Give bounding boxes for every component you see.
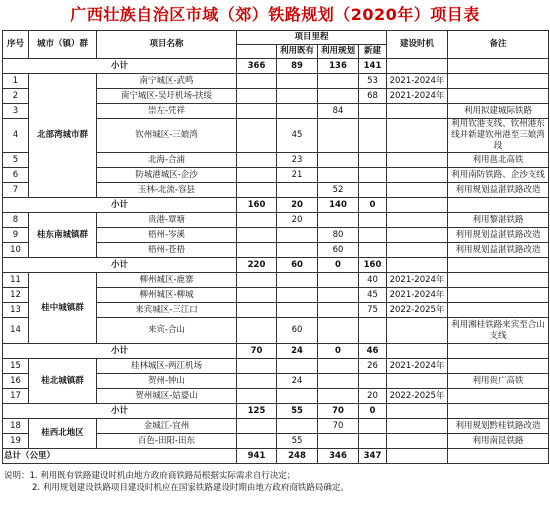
row-seq: 1 — [3, 74, 29, 89]
row-seq: 6 — [3, 168, 29, 183]
grand-total-remark — [448, 449, 549, 464]
row-seq: 2 — [3, 89, 29, 104]
subtotal-label: 小计 — [3, 258, 237, 273]
row-new: 75 — [359, 303, 387, 318]
header-use-existing: 利用既有 — [277, 45, 318, 59]
project-name: 柳州城区-柳城 — [97, 288, 237, 303]
grand-total-existing: 248 — [277, 449, 318, 464]
header-build-time: 建设时机 — [387, 31, 448, 59]
row-remark: 利用规划益湛铁路改造 — [448, 228, 549, 243]
row-new — [359, 104, 387, 119]
row-new — [359, 168, 387, 183]
subtotal-new: 0 — [359, 404, 387, 419]
row-planned — [318, 374, 359, 389]
row-seq: 17 — [3, 389, 29, 404]
row-total — [237, 303, 277, 318]
row-existing — [277, 359, 318, 374]
row-new — [359, 213, 387, 228]
row-planned — [318, 389, 359, 404]
subtotal-planned: 0 — [318, 258, 359, 273]
table-row — [3, 74, 549, 89]
row-new — [359, 419, 387, 434]
row-seq: 10 — [3, 243, 29, 258]
row-build-time: 2021-2024年 — [387, 359, 448, 374]
row-seq: 18 — [3, 419, 29, 434]
table-row — [3, 213, 549, 228]
header-seq: 序号 — [3, 31, 29, 59]
row-existing — [277, 104, 318, 119]
row-build-time — [387, 318, 448, 344]
row-total — [237, 419, 277, 434]
row-planned — [318, 89, 359, 104]
subtotal-total: 70 — [237, 344, 277, 359]
row-remark: 利用邕北高铁 — [448, 153, 549, 168]
row-remark — [448, 288, 549, 303]
city-group-name: 桂中城镇群 — [29, 273, 97, 344]
project-name: 金城江-宜州 — [97, 419, 237, 434]
subtotal-row — [3, 258, 549, 273]
row-total — [237, 74, 277, 89]
row-build-time — [387, 434, 448, 449]
page-title: 广西壮族自治区市域（郊）铁路规划（2020年）项目表 — [70, 5, 480, 24]
subtotal-total: 220 — [237, 258, 277, 273]
row-remark: 利用黎湛铁路 — [448, 213, 549, 228]
row-seq: 9 — [3, 228, 29, 243]
subtotal-remark — [448, 198, 549, 213]
row-total — [237, 318, 277, 344]
subtotal-time — [387, 404, 448, 419]
row-new: 20 — [359, 389, 387, 404]
row-new: 45 — [359, 288, 387, 303]
header-use-planned: 利用规划 — [318, 45, 359, 59]
row-build-time: 2022-2025年 — [387, 389, 448, 404]
header-remarks: 备注 — [448, 31, 549, 59]
project-name: 玉林-北流-容县 — [97, 183, 237, 198]
row-total — [237, 168, 277, 183]
project-name: 贺州-钟山 — [97, 374, 237, 389]
row-planned — [318, 213, 359, 228]
subtotal-planned: 136 — [318, 59, 359, 74]
row-existing: 20 — [277, 213, 318, 228]
row-remark — [448, 89, 549, 104]
row-total — [237, 389, 277, 404]
row-planned: 84 — [318, 104, 359, 119]
subtotal-remark — [448, 404, 549, 419]
subtotal-existing: 60 — [277, 258, 318, 273]
subtotal-total: 366 — [237, 59, 277, 74]
subtotal-time — [387, 258, 448, 273]
subtotal-total: 160 — [237, 198, 277, 213]
subtotal-new: 0 — [359, 198, 387, 213]
row-existing — [277, 228, 318, 243]
subtotal-existing: 24 — [277, 344, 318, 359]
row-planned — [318, 74, 359, 89]
row-planned: 60 — [318, 243, 359, 258]
row-build-time — [387, 213, 448, 228]
row-total — [237, 213, 277, 228]
row-total — [237, 374, 277, 389]
project-name: 桂林城区-两江机场 — [97, 359, 237, 374]
subtotal-label: 小计 — [3, 344, 237, 359]
row-build-time — [387, 374, 448, 389]
table-row — [3, 419, 549, 434]
project-name: 梧州-苍梧 — [97, 243, 237, 258]
row-build-time — [387, 419, 448, 434]
row-new: 26 — [359, 359, 387, 374]
row-remark: 利用南防铁路、企沙支线 — [448, 168, 549, 183]
row-build-time — [387, 183, 448, 198]
row-remark — [448, 273, 549, 288]
grand-total-time — [387, 449, 448, 464]
project-name: 贺州城区-姑婆山 — [97, 389, 237, 404]
row-seq: 3 — [3, 104, 29, 119]
row-seq: 7 — [3, 183, 29, 198]
row-planned — [318, 318, 359, 344]
row-existing — [277, 419, 318, 434]
row-new — [359, 243, 387, 258]
row-existing — [277, 243, 318, 258]
row-planned — [318, 303, 359, 318]
row-seq: 14 — [3, 318, 29, 344]
header-mileage: 项目里程 — [237, 31, 387, 45]
project-name: 南宁城区-吴圩机场-扶绥 — [97, 89, 237, 104]
row-existing: 21 — [277, 168, 318, 183]
subtotal-remark — [448, 344, 549, 359]
project-name: 钦州城区-三娘湾 — [97, 119, 237, 153]
row-seq: 4 — [3, 119, 29, 153]
row-new — [359, 119, 387, 153]
row-new — [359, 153, 387, 168]
row-remark: 利用钦港支线、钦州港东线并新建钦州港至三娘湾段 — [448, 119, 549, 153]
subtotal-row — [3, 404, 549, 419]
header-total — [237, 45, 277, 59]
row-planned — [318, 359, 359, 374]
row-existing — [277, 74, 318, 89]
row-planned: 52 — [318, 183, 359, 198]
grand-total-label: 总计（公里） — [3, 449, 237, 464]
subtotal-existing: 20 — [277, 198, 318, 213]
city-group-name: 桂西北地区 — [29, 419, 97, 449]
row-seq: 8 — [3, 213, 29, 228]
row-existing: 24 — [277, 374, 318, 389]
project-table — [2, 30, 549, 464]
row-build-time: 2022-2025年 — [387, 303, 448, 318]
grand-total-row — [3, 449, 549, 464]
city-group-name: 桂东南城镇群 — [29, 213, 97, 258]
table-row — [3, 273, 549, 288]
project-name: 南宁城区-武鸣 — [97, 74, 237, 89]
table-row — [3, 359, 549, 374]
row-total — [237, 243, 277, 258]
row-build-time — [387, 243, 448, 258]
row-planned — [318, 153, 359, 168]
row-new — [359, 318, 387, 344]
subtotal-new: 141 — [359, 59, 387, 74]
grand-total-total: 941 — [237, 449, 277, 464]
subtotal-new: 46 — [359, 344, 387, 359]
row-remark — [448, 303, 549, 318]
project-name: 防城港城区-企沙 — [97, 168, 237, 183]
row-total — [237, 434, 277, 449]
row-existing — [277, 183, 318, 198]
row-total — [237, 119, 277, 153]
project-name: 柳州城区-鹿寨 — [97, 273, 237, 288]
row-total — [237, 153, 277, 168]
row-total — [237, 89, 277, 104]
row-remark — [448, 389, 549, 404]
row-new — [359, 228, 387, 243]
row-new — [359, 374, 387, 389]
subtotal-time — [387, 59, 448, 74]
row-remark: 利用贵广高铁 — [448, 374, 549, 389]
row-seq: 13 — [3, 303, 29, 318]
subtotal-row — [3, 198, 549, 213]
header-project-name: 项目名称 — [97, 31, 237, 59]
row-existing — [277, 288, 318, 303]
subtotal-remark — [448, 59, 549, 74]
row-total — [237, 273, 277, 288]
row-existing: 45 — [277, 119, 318, 153]
project-name: 北海-合浦 — [97, 153, 237, 168]
project-name: 来宾城区-三江口 — [97, 303, 237, 318]
grand-total-new: 347 — [359, 449, 387, 464]
subtotal-planned: 70 — [318, 404, 359, 419]
project-name: 崇左-凭祥 — [97, 104, 237, 119]
row-seq: 12 — [3, 288, 29, 303]
row-remark: 利用规划益湛铁路改造 — [448, 183, 549, 198]
subtotal-row — [3, 59, 549, 74]
note-line: 说明：1. 利用既有铁路建设时机由地方政府商铁路局根据实际需求自行决定； — [4, 471, 296, 481]
row-planned — [318, 434, 359, 449]
row-existing — [277, 89, 318, 104]
row-total — [237, 288, 277, 303]
row-total — [237, 228, 277, 243]
row-new: 53 — [359, 74, 387, 89]
row-planned — [318, 119, 359, 153]
row-planned — [318, 168, 359, 183]
row-remark: 利用南昆铁路 — [448, 434, 549, 449]
subtotal-new: 160 — [359, 258, 387, 273]
row-build-time — [387, 153, 448, 168]
row-new: 68 — [359, 89, 387, 104]
row-seq: 19 — [3, 434, 29, 449]
header-city-group: 城市（镇）群 — [29, 31, 97, 59]
subtotal-label: 小计 — [3, 404, 237, 419]
row-build-time — [387, 104, 448, 119]
row-remark: 利用拟建城际铁路 — [448, 104, 549, 119]
row-planned — [318, 273, 359, 288]
row-seq: 5 — [3, 153, 29, 168]
row-existing: 23 — [277, 153, 318, 168]
subtotal-label: 小计 — [3, 59, 237, 74]
row-build-time — [387, 228, 448, 243]
row-total — [237, 104, 277, 119]
city-group-name: 桂北城镇群 — [29, 359, 97, 404]
row-remark: 利用湘桂铁路来宾至合山支线 — [448, 318, 549, 344]
row-remark: 利用规划益湛铁路改造 — [448, 243, 549, 258]
row-build-time — [387, 168, 448, 183]
row-new — [359, 183, 387, 198]
row-planned: 80 — [318, 228, 359, 243]
row-build-time: 2021-2024年 — [387, 273, 448, 288]
header-new-build: 新建 — [359, 45, 387, 59]
subtotal-time — [387, 344, 448, 359]
project-name: 来宾-合山 — [97, 318, 237, 344]
row-remark: 利用规划黔桂铁路改造 — [448, 419, 549, 434]
subtotal-existing: 89 — [277, 59, 318, 74]
subtotal-row — [3, 344, 549, 359]
row-build-time: 2021-2024年 — [387, 288, 448, 303]
row-existing — [277, 303, 318, 318]
subtotal-time — [387, 198, 448, 213]
row-remark — [448, 74, 549, 89]
row-new: 40 — [359, 273, 387, 288]
row-existing — [277, 273, 318, 288]
row-build-time: 2021-2024年 — [387, 74, 448, 89]
row-build-time: 2021-2024年 — [387, 89, 448, 104]
row-seq: 11 — [3, 273, 29, 288]
row-existing: 55 — [277, 434, 318, 449]
row-build-time — [387, 119, 448, 153]
table-body — [3, 59, 549, 464]
project-name: 百色-田阳-田东 — [97, 434, 237, 449]
row-seq: 15 — [3, 359, 29, 374]
row-total — [237, 183, 277, 198]
notes — [4, 470, 550, 494]
project-name: 梧州-岑溪 — [97, 228, 237, 243]
row-seq: 16 — [3, 374, 29, 389]
row-remark — [448, 359, 549, 374]
row-existing — [277, 389, 318, 404]
subtotal-total: 125 — [237, 404, 277, 419]
grand-total-planned: 346 — [318, 449, 359, 464]
subtotal-planned: 140 — [318, 198, 359, 213]
subtotal-remark — [448, 258, 549, 273]
row-planned — [318, 288, 359, 303]
row-planned: 70 — [318, 419, 359, 434]
subtotal-label: 小计 — [3, 198, 237, 213]
note-line: 2. 利用规划建设铁路项目建设时机应在国家铁路建设时期由地方政府商铁路局确定。 — [32, 483, 349, 493]
project-name: 贵港-覃塘 — [97, 213, 237, 228]
city-group-name: 北部湾城市群 — [29, 74, 97, 198]
subtotal-planned: 0 — [318, 344, 359, 359]
row-new — [359, 434, 387, 449]
subtotal-existing: 55 — [277, 404, 318, 419]
row-total — [237, 359, 277, 374]
row-existing: 60 — [277, 318, 318, 344]
